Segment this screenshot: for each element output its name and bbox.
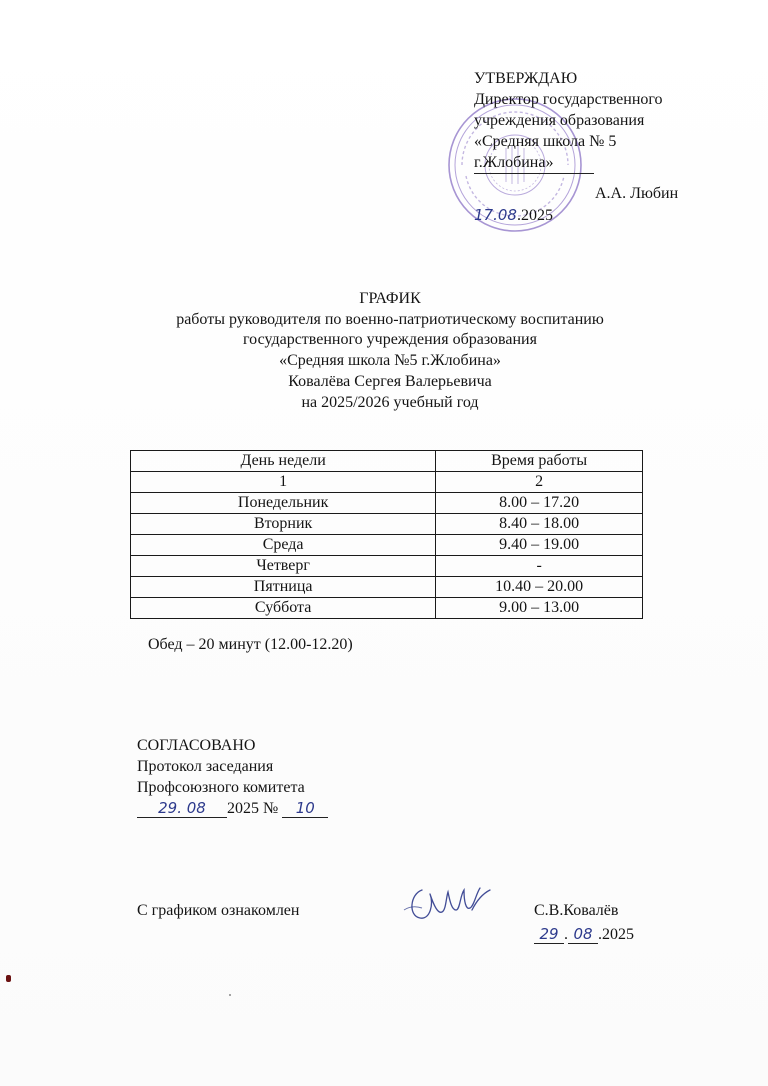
agreed-line: Протокол заседания (137, 758, 274, 775)
agreed-line: Профсоюзного комитета (137, 779, 305, 796)
approval-line: г.Жлобина» (474, 154, 554, 171)
approval-date-year: .2025 (516, 207, 553, 224)
table-numbering-row (131, 472, 643, 493)
approval-date-handwritten: 17.08 (474, 206, 517, 224)
table-row (131, 535, 643, 556)
approval-line: Директор государственного (474, 91, 663, 108)
time-cell: 10.40 – 20.00 (436, 577, 643, 598)
table-row (131, 493, 643, 514)
day-cell: Среда (131, 535, 436, 556)
time-cell: 9.40 – 19.00 (436, 535, 643, 556)
scan-artifact (229, 994, 231, 996)
time-cell: - (436, 556, 643, 577)
approval-heading: УТВЕРЖДАЮ (474, 70, 578, 87)
numbering-cell: 2 (436, 472, 643, 493)
day-cell: Понедельник (131, 493, 436, 514)
header-time: Время работы (436, 451, 643, 472)
acquainted-label: С графиком ознакомлен (137, 902, 300, 919)
acquainted-date: 29 . 08 .2025 (534, 925, 634, 944)
table-header-row (131, 451, 643, 472)
agreed-date-handwritten: 29. 08 (137, 799, 227, 818)
acquainted-day-handwritten: 29 (534, 925, 564, 944)
table-row (131, 556, 643, 577)
day-cell: Четверг (131, 556, 436, 577)
schedule-table (130, 450, 643, 619)
title-line: на 2025/2026 учебный год (301, 393, 479, 411)
day-cell: Суббота (131, 598, 436, 619)
document-title-block (100, 289, 680, 413)
director-signature-line (474, 173, 594, 174)
day-cell: Пятница (131, 577, 436, 598)
acquainted-year: .2025 (598, 926, 634, 943)
title-line: «Средняя школа №5 г.Жлобина» (279, 352, 501, 370)
agreed-block (137, 735, 328, 819)
title-line: работы руководителя по военно-патриотическому воспитанию (176, 310, 604, 328)
agreed-year: 2025 № (227, 800, 279, 817)
day-cell: Вторник (131, 514, 436, 535)
agreed-date-row (137, 798, 328, 819)
approval-block (474, 68, 754, 224)
time-cell: 9.00 – 13.00 (436, 598, 643, 619)
director-name: А.А. Любин (595, 185, 679, 202)
handwritten-signature (400, 880, 500, 930)
table-row (131, 514, 643, 535)
header-day: День недели (131, 451, 436, 472)
title-line: государственного учреждения образования (243, 331, 537, 349)
time-cell: 8.40 – 18.00 (436, 514, 643, 535)
acquainted-month-handwritten: 08 (568, 925, 598, 944)
approval-line: «Средняя школа № 5 (474, 133, 617, 150)
lunch-note: Обед – 20 минут (12.00-12.20) (148, 636, 353, 653)
agreed-number-handwritten: 10 (282, 799, 328, 818)
table-row (131, 598, 643, 619)
agreed-heading: СОГЛАСОВАНО (137, 737, 256, 754)
time-cell: 8.00 – 17.20 (436, 493, 643, 514)
approval-date (474, 205, 553, 226)
acquainted-name: С.В.Ковалёв (534, 902, 619, 919)
scan-artifact (6, 975, 11, 982)
title-line: Ковалёва Сергея Валерьевича (288, 372, 492, 390)
table-row (131, 577, 643, 598)
numbering-cell: 1 (131, 472, 436, 493)
approval-line: учреждения образования (474, 112, 645, 129)
document-title: ГРАФИК (359, 290, 421, 307)
